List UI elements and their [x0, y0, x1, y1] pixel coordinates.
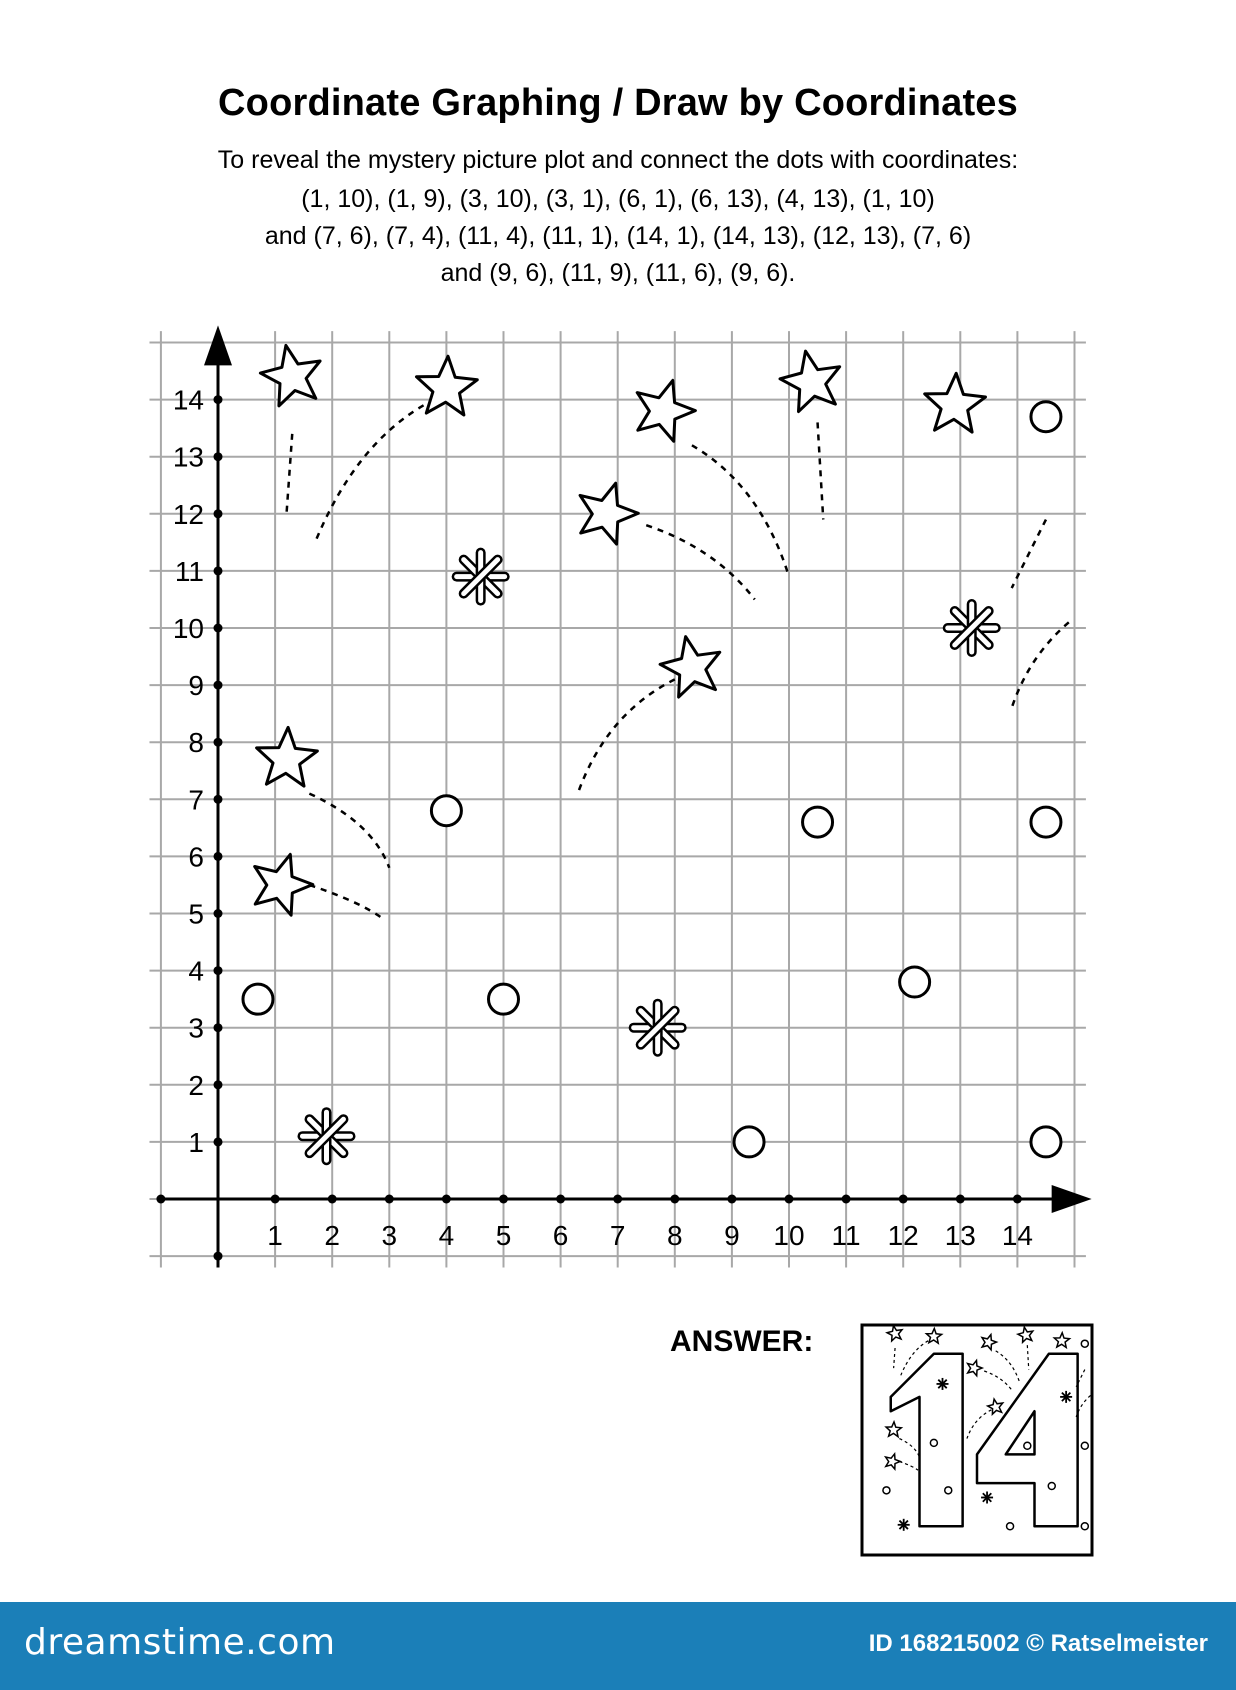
y-axis-tick-dot [214, 909, 223, 918]
y-axis-arrow [204, 325, 232, 365]
y-axis-tick-dot [214, 452, 223, 461]
answer-circle-dot [883, 1487, 890, 1494]
decorations [243, 345, 1069, 1160]
circle-dot [431, 796, 461, 826]
star-icon [257, 727, 318, 786]
y-axis-tick-label: 4 [188, 955, 204, 987]
x-axis-tick-dot [956, 1195, 965, 1204]
answer-circle-dot [1048, 1483, 1055, 1490]
instruction-line-3: and (7, 6), (7, 4), (11, 4), (11, 1), (14, 1), (14, 13), (12, 13), (7, 6) [264, 222, 972, 250]
y-axis-tick-label: 10 [172, 613, 204, 644]
x-axis-tick-dot [613, 1195, 622, 1204]
y-axis-tick-dot [214, 738, 223, 747]
footer-brand[interactable]: dreamstime.com [24, 1622, 336, 1663]
y-axis-tick-dot [214, 624, 223, 633]
answer-circle-dot [945, 1487, 952, 1494]
y-axis-tick-label: 7 [188, 784, 204, 816]
snowflake-icon [302, 1112, 350, 1160]
y-axis-tick-label: 11 [174, 555, 204, 587]
x-axis-tick-label: 8 [667, 1220, 683, 1251]
answer-circle-dot [1081, 1523, 1088, 1530]
x-axis-tick-dot [670, 1195, 679, 1204]
y-axis-tick-dot [214, 509, 223, 518]
axis-tick-dot [156, 1195, 165, 1204]
x-axis-tick-label: 1 [267, 1220, 283, 1251]
shooting-star-trail [818, 422, 824, 519]
y-axis-tick-label: 12 [172, 498, 204, 530]
answer-thumbnail [862, 1325, 1092, 1555]
y-axis-tick-dot [214, 566, 223, 575]
snowflake-icon [634, 1004, 682, 1052]
circle-dot [734, 1127, 764, 1157]
x-axis-tick-label: 11 [831, 1220, 861, 1251]
shooting-star-trail [646, 525, 754, 599]
circle-dot [1031, 807, 1061, 837]
x-axis-tick-dot [328, 1195, 337, 1204]
snowflake-icon [457, 553, 505, 601]
y-axis-tick-dot [214, 1080, 223, 1089]
answer-snowflake-icon [1060, 1391, 1072, 1403]
page-title: Coordinate Graphing / Draw by Coordinates [218, 82, 1018, 124]
shooting-star-trail [578, 679, 675, 793]
y-axis-tick-label: 6 [188, 841, 204, 873]
answer-snowflake-icon [981, 1492, 993, 1504]
y-axis-tick-label: 2 [188, 1069, 204, 1101]
shooting-star-trail [1012, 622, 1069, 708]
answer-circle-dot [1007, 1523, 1014, 1530]
axis-tick-dot [214, 1252, 223, 1261]
y-axis-tick-label: 3 [188, 1012, 204, 1044]
x-axis-tick-dot [385, 1195, 394, 1204]
answer-circle-dot [930, 1439, 937, 1446]
x-axis-tick-label: 4 [438, 1220, 455, 1251]
star-icon [260, 345, 320, 406]
y-axis-tick-label: 13 [172, 441, 204, 473]
x-axis-tick-label: 10 [773, 1220, 805, 1251]
circle-dot [489, 984, 519, 1014]
circle-dot [1031, 1127, 1061, 1157]
x-axis-tick-label: 13 [944, 1220, 976, 1251]
instruction-line-4: and (9, 6), (11, 9), (11, 6), (9, 6). [440, 259, 796, 287]
footer-id-credit: ID 168215002 © Ratselmeister [868, 1630, 1208, 1657]
x-axis-tick-label: 14 [1001, 1220, 1033, 1251]
y-axis-tick-dot [214, 1137, 223, 1146]
y-axis-tick-label: 1 [188, 1126, 204, 1158]
y-axis-tick-dot [214, 852, 223, 861]
star-icon [925, 373, 986, 432]
y-axis-tick-label: 9 [188, 670, 204, 702]
x-axis-tick-label: 7 [609, 1220, 626, 1251]
x-axis-tick-label: 6 [552, 1220, 569, 1251]
x-axis-tick-dot [842, 1195, 851, 1204]
x-axis-tick-dot [442, 1195, 451, 1204]
y-axis-tick-label: 5 [188, 898, 204, 930]
x-axis-tick-dot [899, 1195, 908, 1204]
star-icon [660, 637, 720, 698]
axes [156, 325, 1091, 1267]
star-icon [637, 380, 695, 441]
y-axis-tick-label: 8 [188, 727, 204, 759]
x-axis-tick-dot [785, 1195, 794, 1204]
y-axis-tick-dot [214, 795, 223, 804]
y-axis-tick-dot [214, 681, 223, 690]
answer-circle-dot [1024, 1442, 1031, 1449]
snowflake-icon [948, 604, 996, 652]
circle-dot [803, 807, 833, 837]
x-axis-tick-label: 3 [381, 1220, 398, 1251]
circle-dot [243, 984, 273, 1014]
instruction-line-2: (1, 10), (1, 9), (3, 10), (3, 1), (6, 1), (6, 13), (4, 13), (1, 10) [301, 185, 935, 213]
circle-dot [900, 967, 930, 997]
footer-bar [0, 1602, 1236, 1690]
answer-label: ANSWER: [670, 1325, 814, 1358]
x-axis-tick-dot [499, 1195, 508, 1204]
x-axis-tick-label: 9 [724, 1220, 740, 1251]
shooting-star-trail [692, 445, 789, 576]
star-icon [255, 854, 313, 915]
answer-snowflake-icon [937, 1378, 949, 1390]
x-axis-arrow [1052, 1185, 1092, 1213]
answer-circle-dot [1081, 1340, 1088, 1347]
answer-circle-dot [1081, 1442, 1088, 1449]
x-axis-tick-dot [556, 1195, 565, 1204]
y-axis-tick-dot [214, 966, 223, 975]
answer-snowflake-icon [898, 1519, 910, 1531]
x-axis-tick-label: 2 [324, 1220, 340, 1251]
x-axis-tick-dot [271, 1195, 280, 1204]
x-axis-tick-label: 12 [887, 1220, 919, 1251]
circle-dot [1031, 402, 1061, 432]
y-axis-tick-dot [214, 1023, 223, 1032]
x-axis-tick-dot [727, 1195, 736, 1204]
shooting-star-trail [287, 434, 293, 514]
instruction-line-1: To reveal the mystery picture plot and connect the dots with coordinates: [217, 146, 1019, 174]
x-axis-tick-dot [1013, 1195, 1022, 1204]
x-axis-tick-label: 5 [495, 1220, 512, 1251]
y-axis-tick-dot [214, 395, 223, 404]
y-axis-tick-label: 14 [172, 384, 204, 416]
